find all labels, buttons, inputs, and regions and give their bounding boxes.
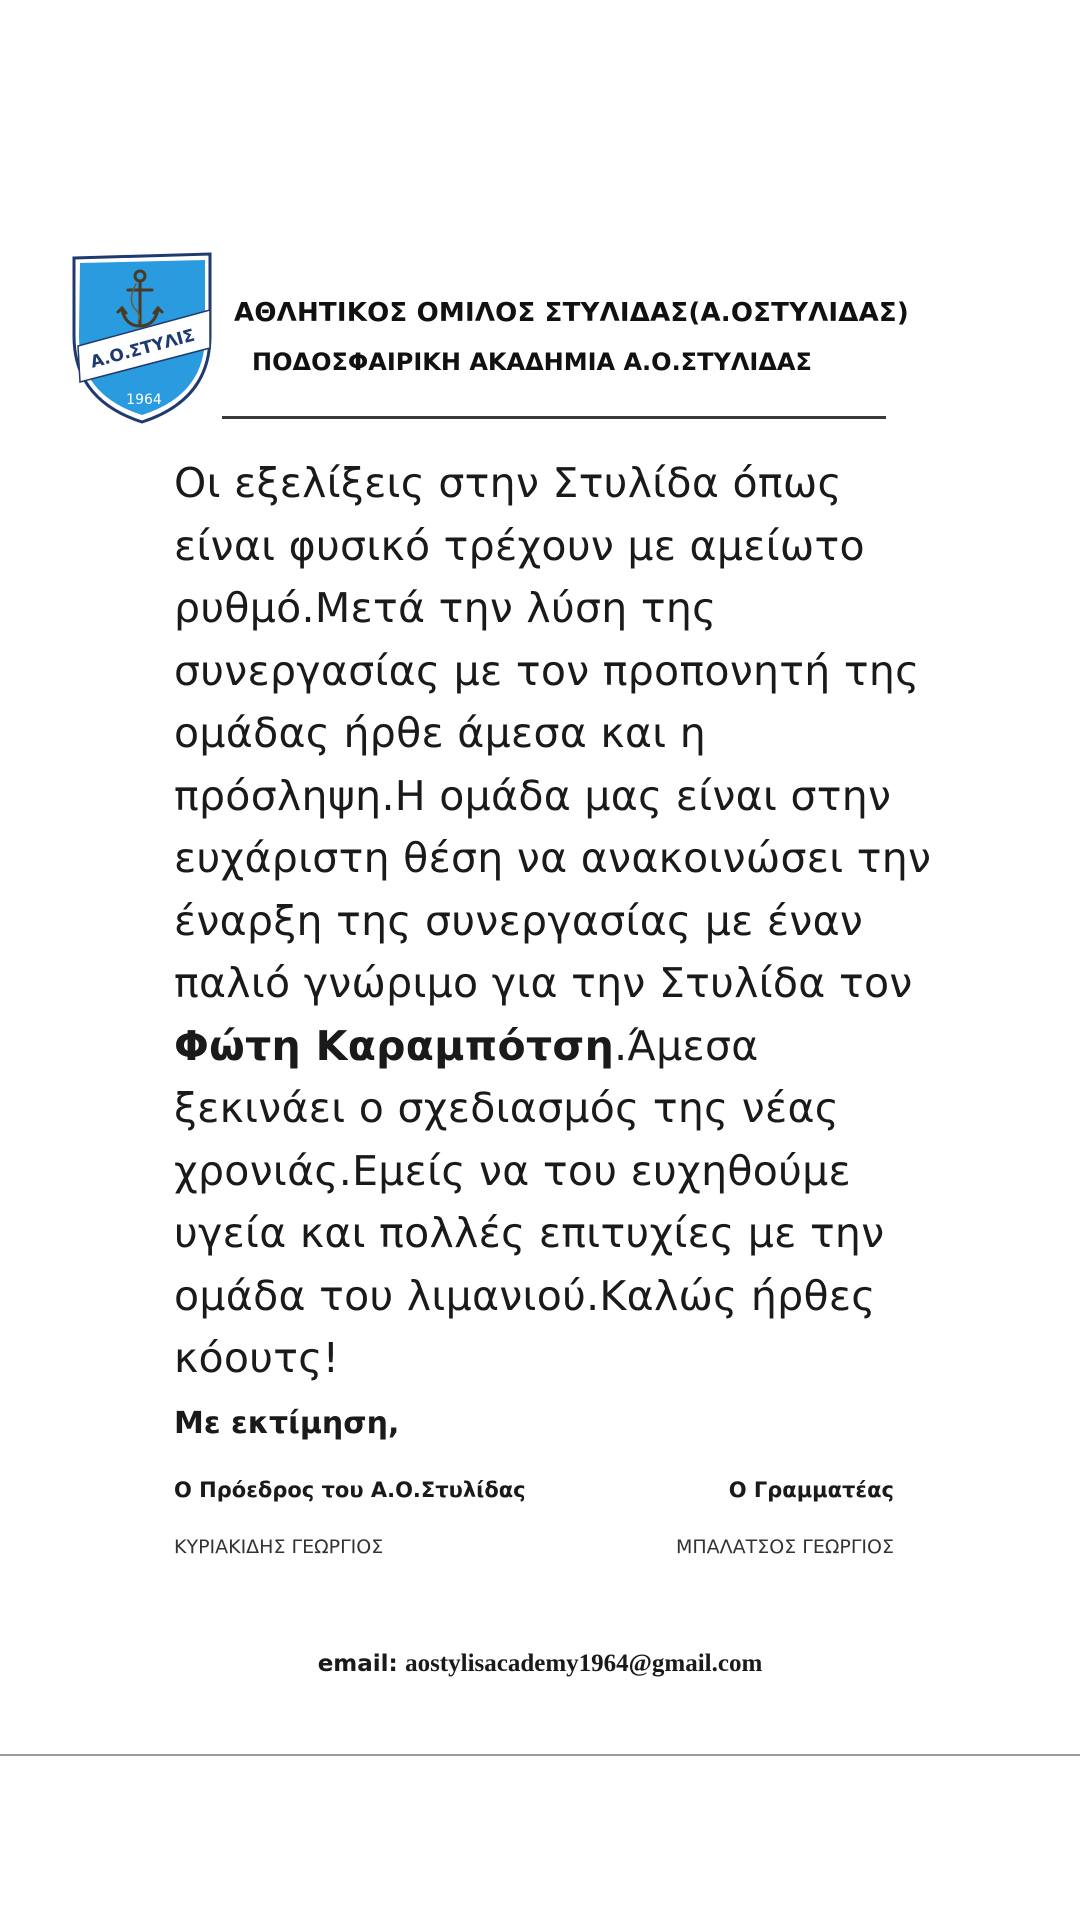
closing-greeting: Με εκτίμηση, — [174, 1406, 400, 1441]
header-divider — [222, 416, 886, 419]
president-name: ΚΥΡΙΑΚΙΔΗΣ ΓΕΩΡΓΙΟΣ — [174, 1536, 384, 1558]
club-crest — [68, 250, 216, 426]
coach-name: Φώτη Καραμπότση — [174, 1021, 615, 1070]
announcement-body — [174, 452, 934, 1390]
email-address[interactable]: aostylisacademy1964@gmail.com — [405, 1650, 763, 1677]
contact-email — [0, 1650, 1080, 1678]
secretary-title: Ο Γραμματέας — [728, 1478, 894, 1502]
secretary-name: ΜΠΑΛΑΤΣΟΣ ΓΕΩΡΓΙΟΣ — [676, 1536, 894, 1558]
announcement-text-closing: .Άμεσα ξεκινάει ο σχεδιασμός της νέας χρονιάς.Εμείς να του ευχηθούμε υγεία και πολλές επιτυχίες με την ομάδα του λιμανιού.Καλώς ήρθες κόουτς! — [174, 1021, 885, 1382]
crest-banner-text: Α.Ο.ΣΤΥΛΙΣ — [88, 325, 198, 373]
bottom-divider — [0, 1754, 1080, 1756]
president-title: Ο Πρόεδρος του Α.Ο.Στυλίδας — [174, 1478, 526, 1502]
email-label: email: — [317, 1651, 398, 1677]
club-name-heading: ΑΘΛΗΤΙΚΟΣ ΟΜΙΛΟΣ ΣΤΥΛΙΔΑΣ(Α.ΟΣΤΥΛΙΔΑΣ) — [234, 298, 909, 328]
crest-year: 1964 — [126, 392, 162, 408]
academy-name-heading: ΠΟΔΟΣΦΑΙΡΙΚΗ ΑΚΑΔΗΜΙΑ Α.Ο.ΣΤΥΛΙΔΑΣ — [252, 348, 812, 376]
announcement-text-intro: Οι εξελίξεις στην Στυλίδα όπως είναι φυσικό τρέχουν με αμείωτο ρυθμό.Μετά την λύση της συνεργασίας με τον προπονητή της ομάδας ήρθε άμεσα και η πρόσληψη.Η ομάδα μας είναι στην ευχάριστη θέση να ανακοινώσει την έναρξη της συνεργασίας με έναν παλιό γνώριμο για την Στυλίδα τον — [174, 459, 932, 1007]
